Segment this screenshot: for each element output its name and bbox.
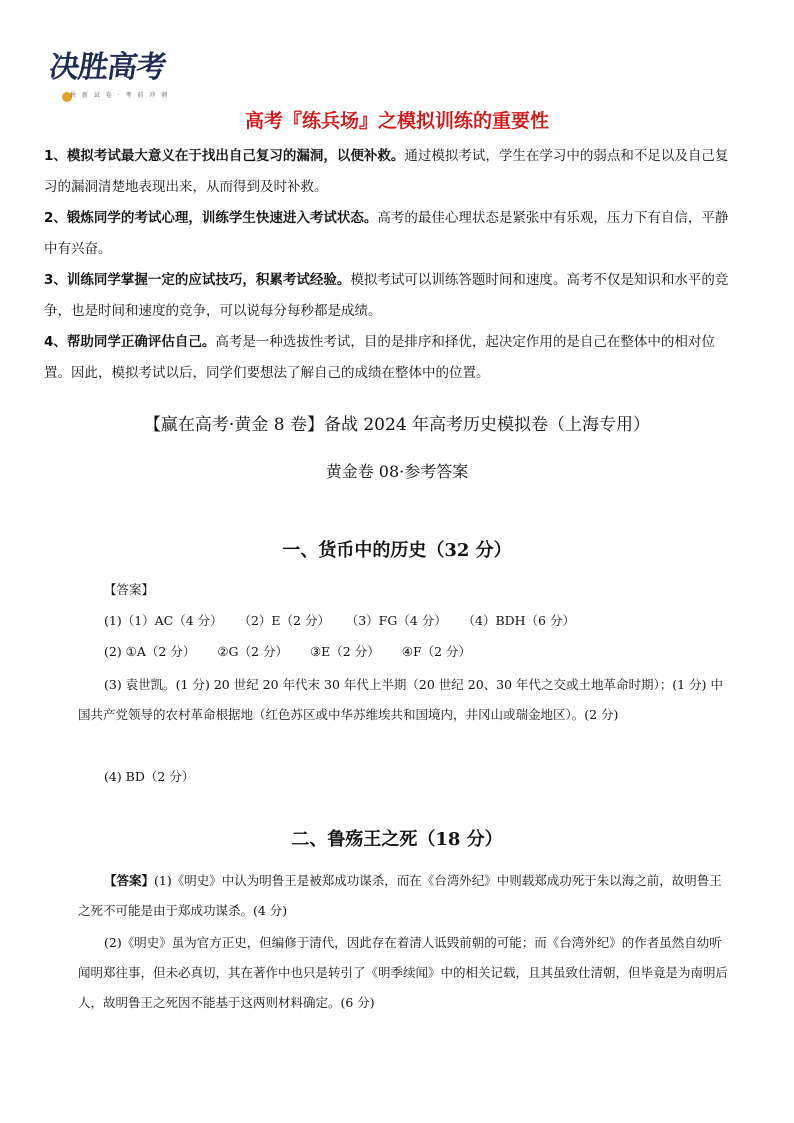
promo-point-text: 模拟考试可以训练答题时间和速度。高考不仅是知识和水平的竞争，也是时间和速度的竞争，可以说每分每秒都是成绩。	[44, 272, 729, 319]
section-2-heading: 二、鲁殇王之死（18 分）	[291, 829, 503, 850]
section-1-heading: 一、货币中的历史（32 分）	[282, 540, 512, 561]
section-1-line-4: (4) BD（2 分）	[104, 769, 195, 784]
promo-point-2	[44, 203, 730, 265]
promo-title: 高考『练兵场』之模拟训练的重要性	[244, 110, 549, 132]
promo-point-bold: 3、训练同学掌握一定的应试技巧，积累考试经验。	[44, 272, 351, 288]
answer-item: ③E（2 分）	[309, 644, 380, 659]
answer-item: (2) ①A（2 分）	[104, 644, 196, 659]
promo-point-text: 高考的最佳心理状态是紧张中有乐观，压力下有自信，平静中有兴奋。	[44, 210, 729, 257]
answer-item: （4）BDH（6 分）	[468, 613, 575, 628]
logo-subtext: 秋 新 试 卷 · 考 前 冲 刺	[70, 92, 170, 99]
section-1-answer-label: 【答案】	[104, 582, 155, 597]
section-2-para-2: (2)《明史》虽为官方正史，但编修于清代，因此存在着清人诋毁前朝的可能；而《台湾外纪》的作者虽然自幼听闻明郑往事，但未必真切，其在著作中也只是转引了《明季续闻》中的相关记载，且其虽致仕清朝，但毕竟是为南明后人，故明鲁王之死因不能基于这两则材料确定。(6 分)	[78, 935, 729, 1010]
section-1-line-3: (3) 袁世凯。(1 分) 20 世纪 20 年代末 30 年代上半期（20 世纪 20、30 年代之交或土地革命时期）；(1 分) 中国共产党领导的农村革命根据地（红色苏区或中华苏维埃共和国境内，井冈山或瑞金地区）。(2 分)	[78, 677, 723, 722]
promo-point-4	[44, 327, 730, 389]
section-1-line-1	[104, 606, 597, 636]
promo-point-bold: 1、模拟考试最大意义在于找出自己复习的漏洞，以便补救。	[44, 148, 405, 164]
logo-text: 决胜高考	[47, 50, 168, 85]
answer-item: (1)（1）AC（4 分）	[104, 613, 223, 628]
paper-subtitle: 黄金卷 08·参考答案	[325, 462, 469, 481]
answer-item: ④F（2 分）	[401, 644, 472, 659]
logo	[42, 38, 170, 108]
section-2-para-1	[78, 866, 728, 926]
answer-item: ②G（2 分）	[217, 644, 288, 659]
answer-item: （2）E（2 分）	[244, 613, 330, 628]
section-2-para-1-text: (1)《明史》中认为明鲁王是被郑成功谋杀，而在《台湾外纪》中则载郑成功死于朱以海之前，故明鲁王之死不可能是由于郑成功谋杀。(4 分)	[78, 873, 722, 918]
promo-point-3	[44, 265, 730, 327]
paper-title: 【赢在高考·黄金 8 卷】备战 2024 年高考历史模拟卷（上海专用）	[143, 415, 651, 435]
promo-point-text: 高考是一种选拔性考试，目的是排序和择优，起决定作用的是自己在整体中的相对位置。因此，模拟考试以后，同学们要想法了解自己的成绩在整体中的位置。	[44, 334, 715, 381]
answer-item: （3）FG（4 分）	[351, 613, 447, 628]
promo-point-bold: 4、帮助同学正确评估自己。	[44, 334, 216, 350]
section-1-line-2	[104, 637, 493, 667]
section-2-answer-label: 【答案】	[104, 873, 155, 888]
promo-point-1	[44, 141, 730, 203]
promo-point-text: 通过模拟考试，学生在学习中的弱点和不足以及自己复习的漏洞清楚地表现出来，从而得到及时补救。	[44, 148, 729, 195]
promo-point-bold: 2、锻炼同学的考试心理，训练学生快速进入考试状态。	[44, 210, 378, 226]
